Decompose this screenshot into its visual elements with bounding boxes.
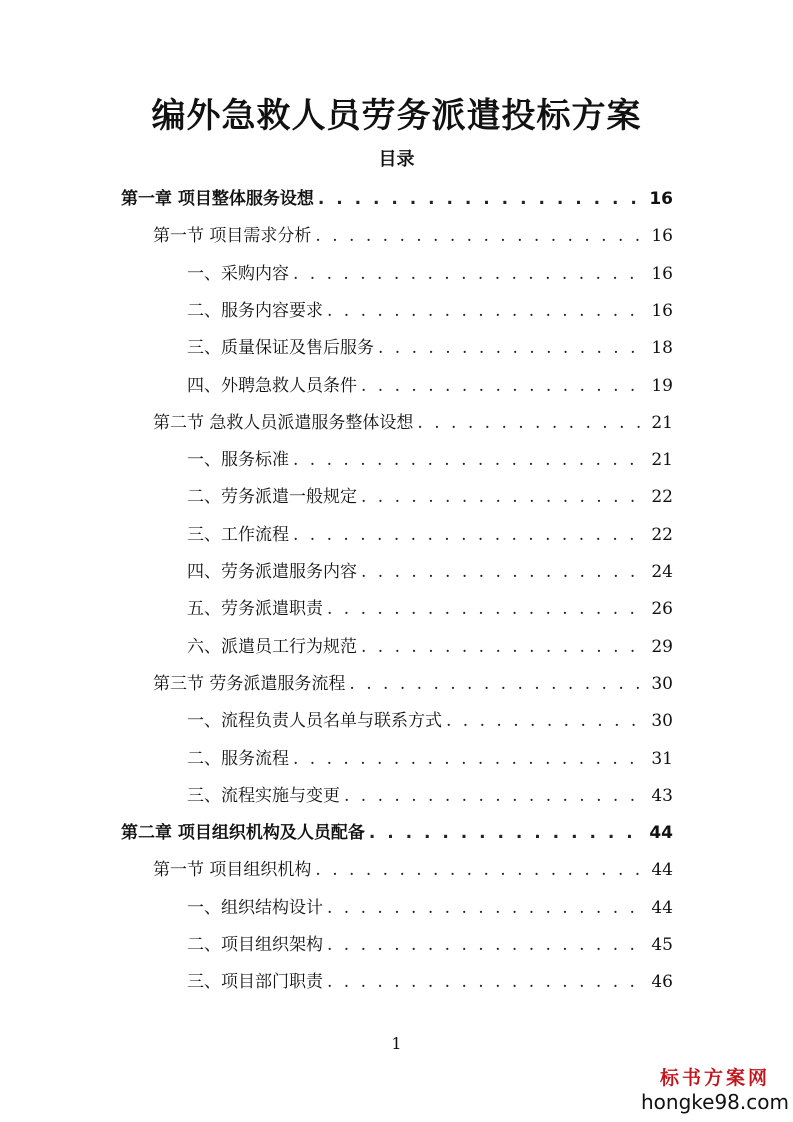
toc-entry-page: 16	[651, 226, 673, 247]
toc-dot-leader	[293, 524, 645, 546]
toc-entry-page: 46	[651, 972, 673, 993]
toc-entry-title: 第一节 项目组织机构	[153, 860, 312, 881]
toc-dot-leader	[327, 934, 645, 956]
toc-entry-title: 一、流程负责人员名单与联系方式	[187, 711, 442, 732]
toc-dot-leader	[327, 598, 645, 620]
toc-entry[interactable]	[187, 367, 673, 397]
toc-entry-page: 44	[649, 823, 673, 844]
toc-entry-page: 30	[651, 711, 673, 732]
toc-entry-page: 19	[651, 375, 673, 396]
toc-entry-page: 31	[651, 748, 673, 769]
toc-entry[interactable]	[187, 255, 673, 285]
toc-entry[interactable]	[187, 702, 673, 732]
toc-dot-leader	[361, 636, 645, 658]
toc-entry-title: 一、服务标准	[187, 450, 289, 471]
toc-entry-page: 16	[651, 263, 673, 284]
toc-entry-title: 四、外聘急救人员条件	[187, 375, 357, 396]
toc-entry[interactable]	[187, 441, 673, 471]
toc-entry-page: 16	[651, 300, 673, 321]
toc-entry-title: 二、服务内容要求	[187, 300, 323, 321]
toc-entry[interactable]	[187, 553, 673, 583]
toc-entry-page: 45	[651, 935, 673, 955]
toc-entry-page: 44	[651, 897, 673, 918]
toc-entry[interactable]	[153, 404, 673, 434]
toc-entry-title: 一、组织结构设计	[187, 897, 323, 918]
toc-dot-leader	[378, 337, 645, 359]
toc-entry-title: 二、劳务派遣一般规定	[187, 487, 357, 508]
toc-entry[interactable]	[153, 851, 673, 881]
watermark-url: hongke98.com	[641, 1090, 789, 1114]
toc-dot-leader	[349, 673, 645, 695]
toc-entry-title: 第二章 项目组织机构及人员配备	[121, 823, 365, 844]
watermark-logo	[640, 1066, 790, 1118]
toc-dot-leader	[361, 561, 645, 583]
toc-dot-leader	[361, 375, 645, 397]
toc-dot-leader	[327, 300, 645, 322]
toc-entry-title: 三、项目部门职责	[187, 972, 323, 993]
toc-entry-title: 四、劳务派遣服务内容	[187, 562, 357, 582]
toc-entry[interactable]	[121, 180, 673, 210]
toc-dot-leader	[327, 897, 645, 919]
toc-entry-page: 24	[651, 562, 673, 582]
toc-entry-page: 22	[651, 487, 673, 508]
toc-entry-page: 16	[649, 189, 673, 209]
toc-entry[interactable]	[187, 292, 673, 322]
toc-dot-leader	[446, 710, 645, 732]
toc-entry-page: 26	[651, 599, 673, 620]
toc-dot-leader	[315, 225, 645, 247]
toc-entry-title: 二、项目组织架构	[187, 935, 323, 955]
toc-entry[interactable]	[187, 889, 673, 919]
toc-entry-title: 五、劳务派遣职责	[187, 599, 323, 620]
toc-entry[interactable]	[153, 217, 673, 247]
toc-entry-title: 第一章 项目整体服务设想	[121, 189, 314, 209]
toc-entry[interactable]	[187, 628, 673, 658]
toc-entry-title: 六、派遣员工行为规范	[187, 636, 357, 657]
toc-entry-page: 18	[651, 338, 673, 359]
toc-entry-title: 三、工作流程	[187, 524, 289, 545]
toc-entry-page: 21	[651, 450, 673, 471]
toc-entry[interactable]	[187, 777, 673, 807]
toc-dot-leader	[293, 449, 645, 471]
toc-entry-title: 第一节 项目需求分析	[153, 226, 312, 247]
toc-entry-page: 29	[651, 636, 673, 657]
toc-entry-title: 二、服务流程	[187, 748, 289, 769]
toc-dot-leader	[293, 263, 645, 285]
toc-entry[interactable]	[187, 329, 673, 359]
toc-entry[interactable]	[187, 590, 673, 620]
toc-entry-title: 三、流程实施与变更	[187, 785, 340, 806]
toc-entry-title: 第三节 劳务派遣服务流程	[153, 673, 346, 694]
toc-entry-page: 21	[651, 412, 673, 433]
toc-entry[interactable]	[187, 963, 673, 993]
watermark-name: 标书方案网	[659, 1067, 770, 1089]
page-number: 1	[391, 1034, 402, 1053]
toc-entry[interactable]	[187, 516, 673, 546]
toc-dot-leader	[327, 971, 645, 993]
toc-dot-leader	[369, 822, 643, 844]
toc-entry[interactable]	[121, 814, 673, 844]
toc-entry-page: 44	[651, 860, 673, 881]
toc-entry-title: 一、采购内容	[187, 263, 289, 284]
page-title: 编外急救人员劳务派遣投标方案	[151, 96, 642, 136]
toc-dot-leader	[315, 859, 645, 881]
toc-entry[interactable]	[187, 926, 673, 956]
toc-dot-leader	[318, 188, 643, 210]
toc-dot-leader	[417, 412, 645, 434]
toc-entry[interactable]	[187, 740, 673, 770]
toc-dot-leader	[344, 785, 645, 807]
toc-entry[interactable]	[153, 665, 673, 695]
toc-dot-leader	[293, 748, 645, 770]
toc-heading: 目录	[378, 149, 415, 170]
toc-entry-page: 30	[651, 673, 673, 694]
toc-entry-title: 三、质量保证及售后服务	[187, 338, 374, 359]
toc-entry-page: 43	[651, 785, 673, 806]
toc-dot-leader	[361, 486, 645, 508]
toc-entry[interactable]	[187, 478, 673, 508]
toc-entry-page: 22	[651, 524, 673, 545]
toc-entry-title: 第二节 急救人员派遣服务整体设想	[153, 412, 414, 433]
